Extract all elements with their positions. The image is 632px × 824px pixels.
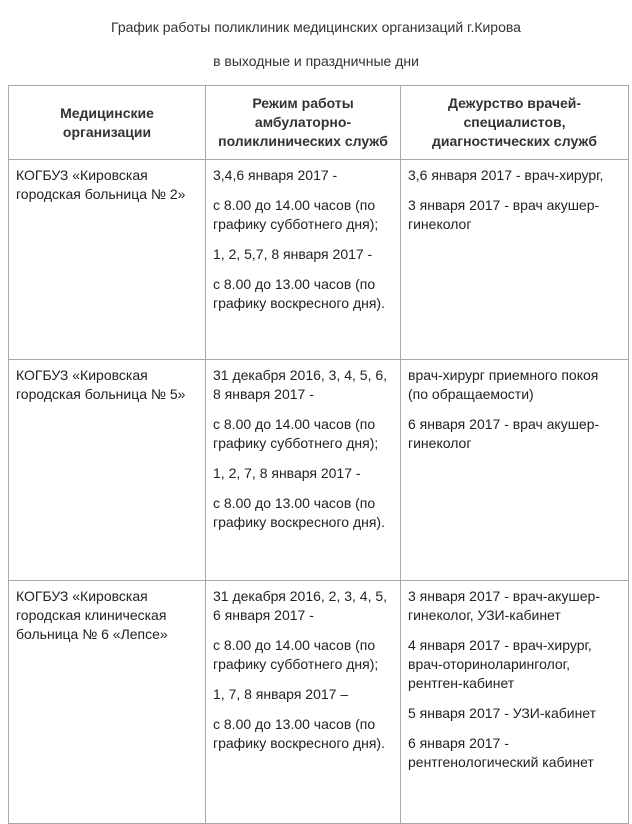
duty-line: 6 января 2017 - рентгенологический кабинет xyxy=(408,735,594,770)
schedule-line: 1, 7, 8 января 2017 – xyxy=(213,686,349,702)
schedule-line: 1, 2, 5,7, 8 января 2017 - xyxy=(213,246,373,262)
org-cell: КОГБУЗ «Кировская городская больница № 2» xyxy=(9,160,206,360)
schedule-line: с 8.00 до 13.00 часов (по графику воскресного дня). xyxy=(213,716,385,751)
schedule-cell xyxy=(206,160,401,360)
table-row xyxy=(9,160,629,360)
header-duty: Дежурство врачей-специалистов, диагностических служб xyxy=(401,86,629,160)
duty-cell xyxy=(401,360,629,581)
schedule-line: с 8.00 до 14.00 часов (по графику субботнего дня); xyxy=(213,197,379,232)
schedule-line: 1, 2, 7, 8 января 2017 - xyxy=(213,465,361,481)
duty-line: 3 января 2017 - врач-акушер-гинеколог, УЗИ-кабинет xyxy=(408,588,600,623)
duty-cell xyxy=(401,581,629,824)
duty-line: 6 января 2017 - врач акушер-гинеколог xyxy=(408,416,600,451)
schedule-line: с 8.00 до 14.00 часов (по графику субботнего дня); xyxy=(213,416,379,451)
table-row xyxy=(9,360,629,581)
duty-line: 3 января 2017 - врач акушер-гинеколог xyxy=(408,197,600,232)
schedule-line: 31 декабря 2016, 2, 3, 4, 5, 6 января 2017 - xyxy=(213,588,388,623)
schedule-cell xyxy=(206,360,401,581)
schedule-line: 3,4,6 января 2017 - xyxy=(213,167,338,183)
table-row xyxy=(9,581,629,824)
schedule-line: с 8.00 до 13.00 часов (по графику воскресного дня). xyxy=(213,495,385,530)
schedule-cell xyxy=(206,581,401,824)
header-schedule: Режим работы амбулаторно-поликлинических служб xyxy=(206,86,401,160)
document-title xyxy=(0,0,632,73)
duty-line: врач-хирург приемного покоя (по обращаемости) xyxy=(408,367,599,402)
duty-line: 4 января 2017 - врач-хирург, врач-оториноларинголог, рентген-кабинет xyxy=(408,637,592,691)
schedule-line: с 8.00 до 14.00 часов (по графику субботнего дня); xyxy=(213,637,379,672)
schedule-line: 31 декабря 2016, 3, 4, 5, 6, 8 января 2017 - xyxy=(213,367,388,402)
org-cell: КОГБУЗ «Кировская городская больница № 5» xyxy=(9,360,206,581)
org-cell: КОГБУЗ «Кировская городская клиническая больница № 6 «Лепсе» xyxy=(9,581,206,824)
schedule-table xyxy=(8,85,629,824)
header-organizations: Медицинские организации xyxy=(9,86,206,160)
title-line-1: График работы поликлиник медицинских организаций г.Кирова xyxy=(111,19,521,35)
duty-line: 5 января 2017 - УЗИ-кабинет xyxy=(408,705,597,721)
duty-cell xyxy=(401,160,629,360)
title-line-2: в выходные и праздничные дни xyxy=(213,53,419,69)
schedule-line: с 8.00 до 13.00 часов (по графику воскресного дня). xyxy=(213,276,385,311)
table-header-row xyxy=(9,86,629,160)
duty-line: 3,6 января 2017 - врач-хирург, xyxy=(408,167,604,183)
